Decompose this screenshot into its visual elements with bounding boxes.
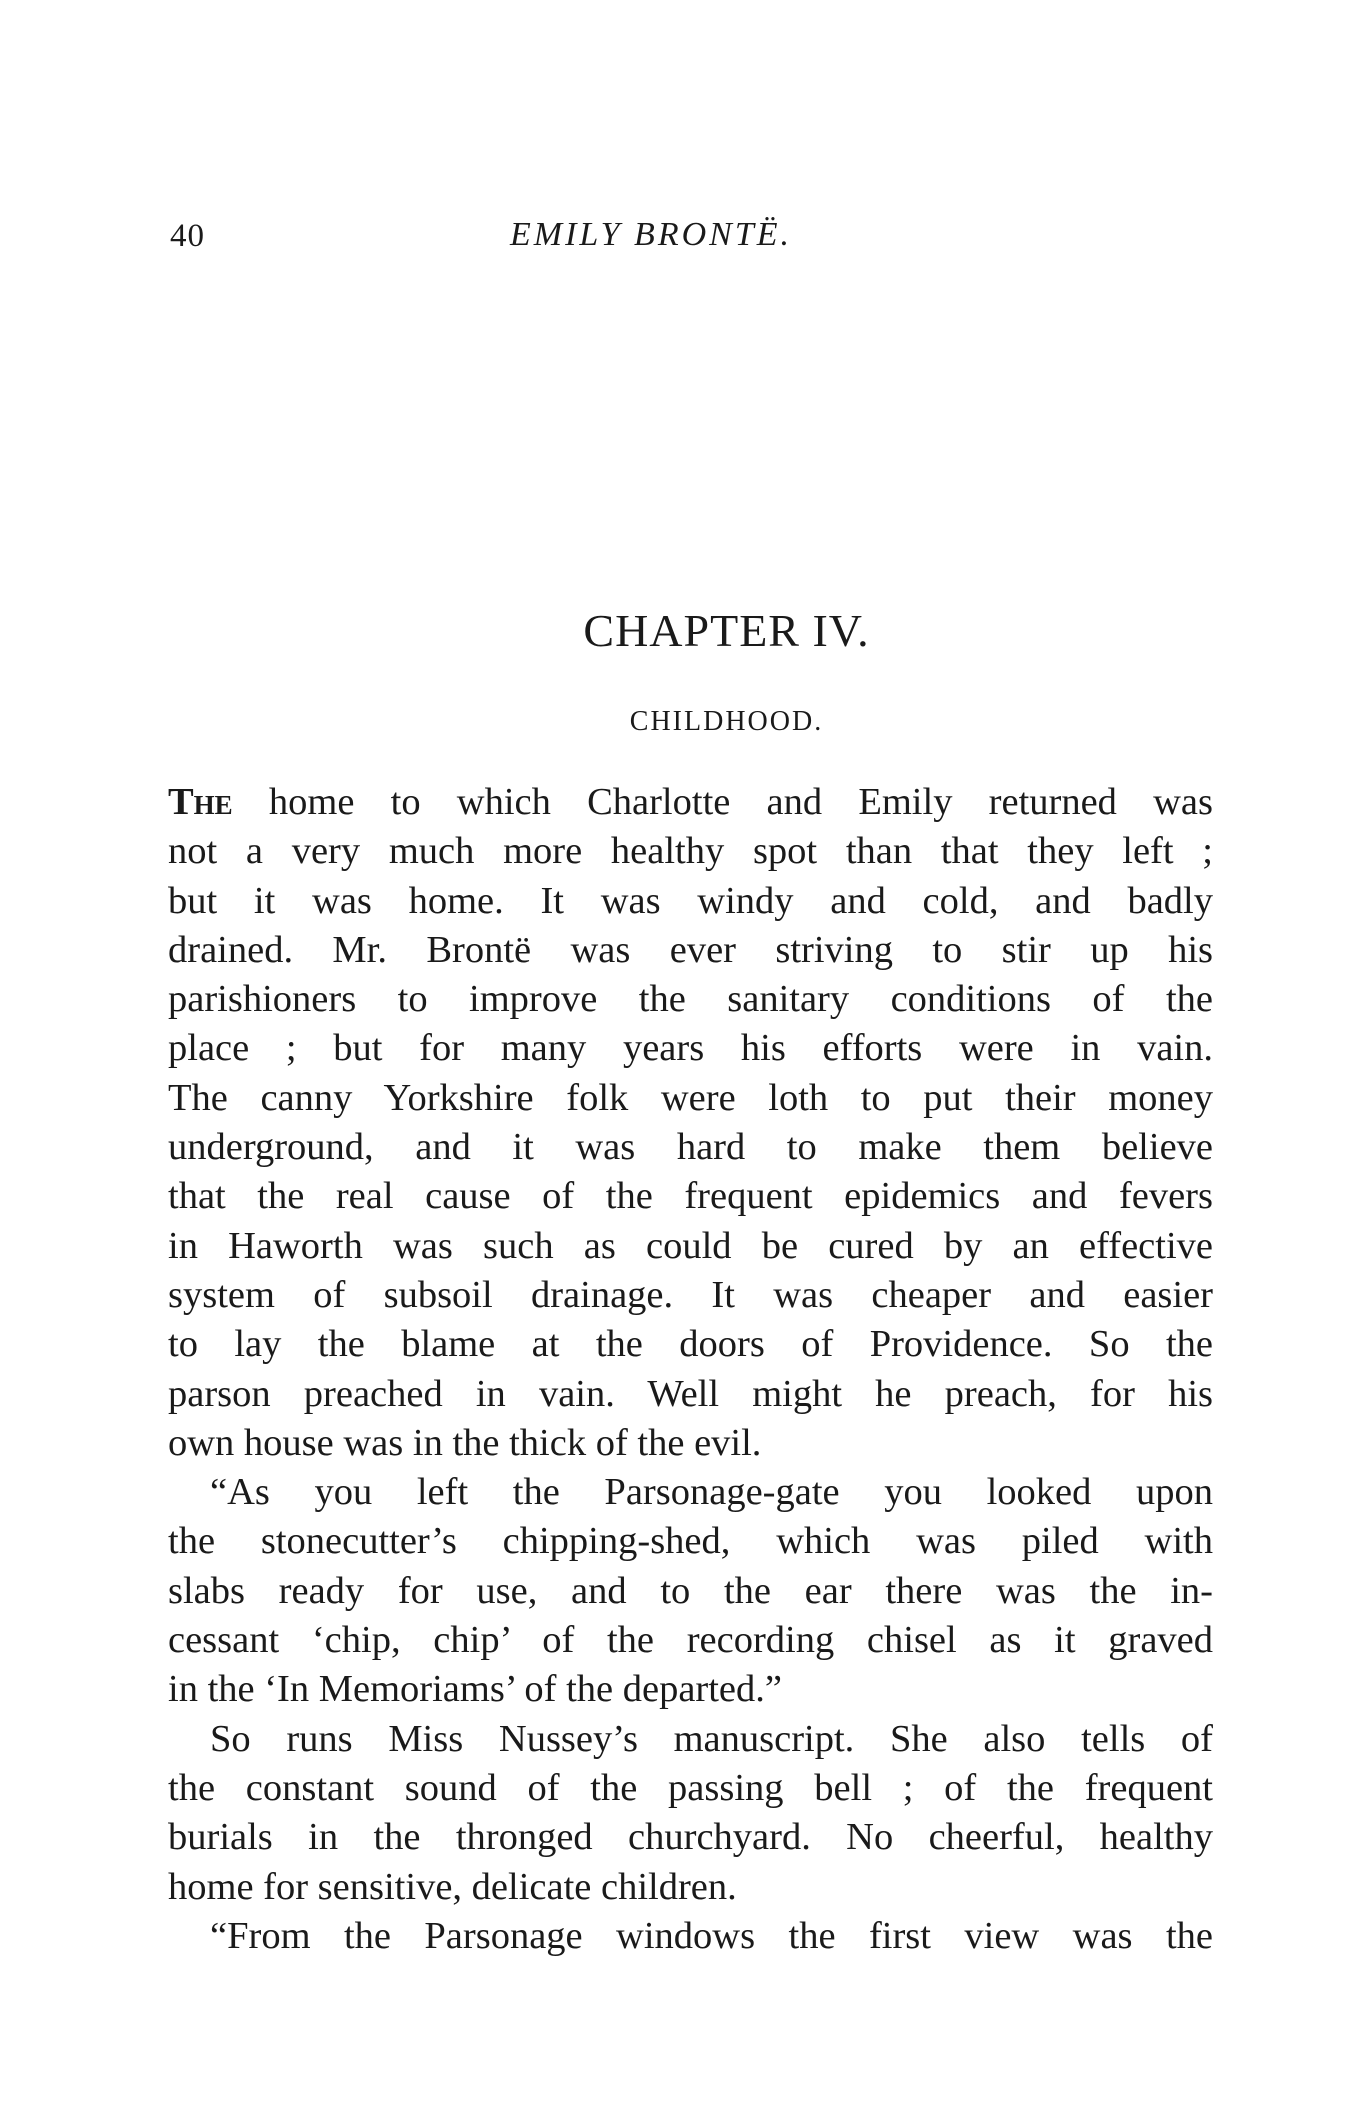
running-title: EMILY BRONTË.: [510, 216, 792, 253]
text-line: not a very much more healthy spot than that they left ;: [168, 830, 1213, 873]
page-number: 40: [170, 218, 205, 254]
text-line: So runs Miss Nussey’s manuscript. She also tells of: [210, 1717, 1213, 1760]
opening-word: The: [168, 781, 233, 823]
chapter-title: CHAPTER IV.: [583, 605, 870, 656]
text-line: in Haworth was such as could be cured by an effective: [168, 1224, 1213, 1267]
text-line: slabs ready for use, and to the ear there was the in-: [168, 1569, 1213, 1612]
text-line: that the real cause of the frequent epidemics and fevers: [168, 1175, 1213, 1218]
text-line: to lay the blame at the doors of Providence. So the: [168, 1323, 1213, 1366]
text-line: in the ‘In Memoriams’ of the departed.”: [168, 1668, 782, 1711]
text-line: system of subsoil drainage. It was cheaper and easier: [168, 1273, 1213, 1316]
text-line: parson preached in vain. Well might he preach, for his: [168, 1372, 1213, 1415]
body-text: [168, 778, 1213, 1961]
running-head: [170, 210, 1210, 270]
text-line: underground, and it was hard to make them believe: [168, 1126, 1213, 1169]
chapter-subtitle: CHILDHOOD.: [629, 706, 824, 737]
text-line: the constant sound of the passing bell ; of the frequent: [168, 1766, 1213, 1809]
text-line: [168, 778, 1213, 827]
text-line: but it was home. It was windy and cold, and badly: [168, 879, 1213, 922]
text-line: burials in the thronged churchyard. No cheerful, healthy: [168, 1816, 1213, 1859]
text-line: The canny Yorkshire folk were loth to put their money: [168, 1076, 1213, 1119]
text-line: the stonecutter’s chipping-shed, which was piled with: [168, 1520, 1213, 1563]
text-line: home for sensitive, delicate children.: [168, 1865, 737, 1908]
text-line-content: home to which Charlotte and Emily returned was: [232, 781, 1213, 823]
text-line: cessant ‘chip, chip’ of the recording chisel as it graved: [168, 1619, 1213, 1662]
text-line: place ; but for many years his efforts were in vain.: [168, 1027, 1213, 1070]
text-line: parishioners to improve the sanitary conditions of the: [168, 978, 1213, 1021]
text-line: own house was in the thick of the evil.: [168, 1421, 762, 1464]
text-line: “As you left the Parsonage-gate you looked upon: [210, 1471, 1213, 1514]
text-line: “From the Parsonage windows the first view was the: [210, 1914, 1213, 1957]
text-line: drained. Mr. Brontë was ever striving to stir up his: [168, 928, 1213, 971]
